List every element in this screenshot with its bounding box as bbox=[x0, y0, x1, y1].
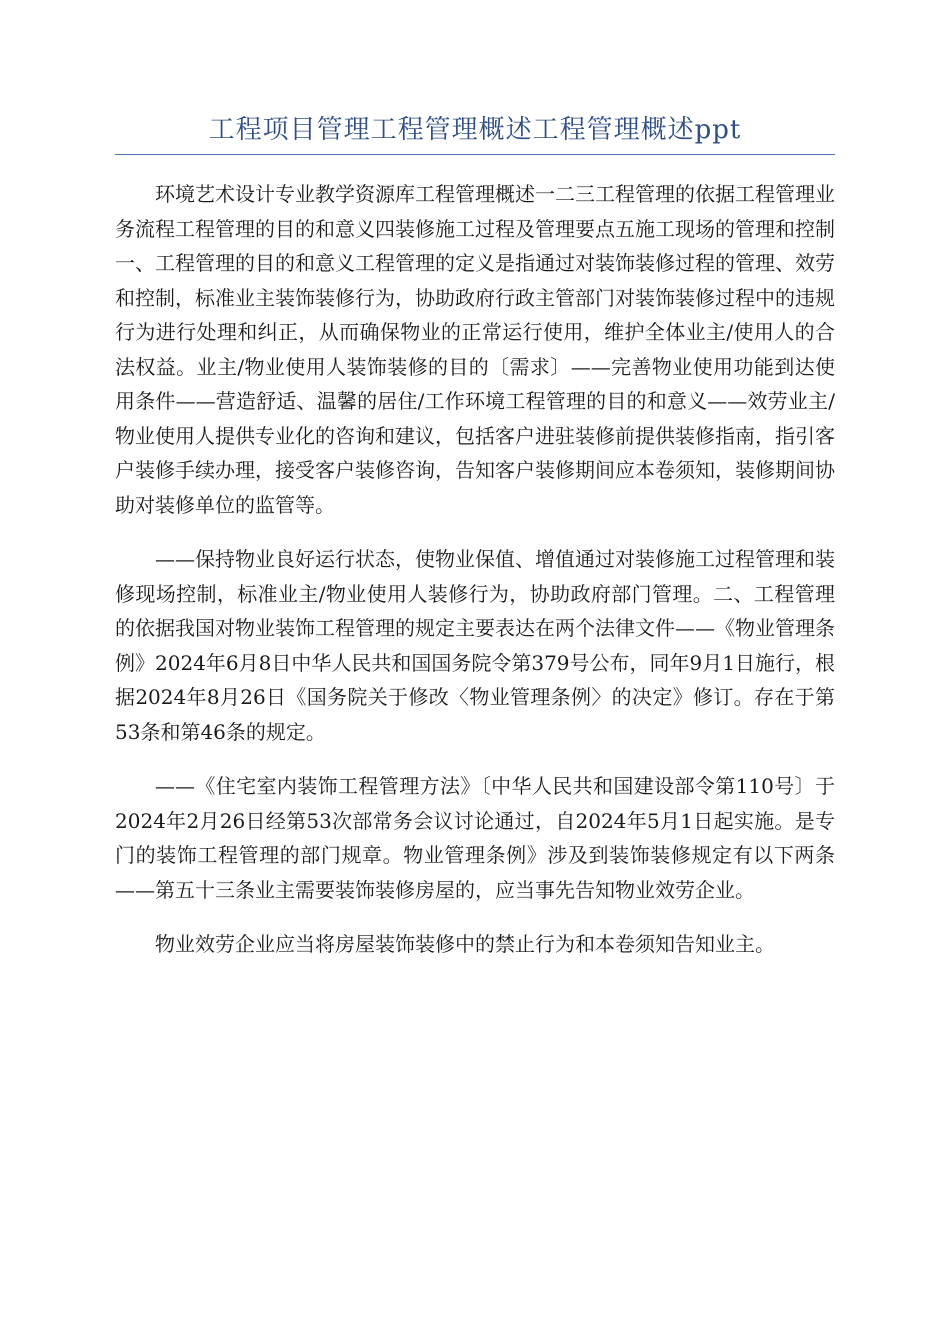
document-body bbox=[115, 177, 835, 962]
document-page bbox=[115, 112, 835, 982]
paragraph-1: 环境艺术设计专业教学资源库工程管理概述一二三工程管理的依据工程管理业务流程工程管理的目的和意义四装修施工过程及管理要点五施工现场的管理和控制一、工程管理的目的和意义工程管理的定义是指通过对装饰装修过程的管理、效劳和控制，标准业主装饰装修行为，协助政府行政主管部门对装饰装修过程中的违规行为进行处理和纠正，从而确保物业的正常运行使用，维护全体业主/使用人的合法权益。业主/物业使用人装饰装修的目的〔需求〕——完善物业使用功能到达使用条件——营造舒适、温馨的居住/工作环境工程管理的目的和意义——效劳业主/物业使用人提供专业化的咨询和建议，包括客户进驻装修前提供装修指南，指引客户装修手续办理，接受客户装修咨询，告知客户装修期间应本卷须知，装修期间协助对装修单位的监管等。 bbox=[115, 182, 835, 517]
paragraph-3: ——《住宅室内装饰工程管理方法》〔中华人民共和国建设部令第110号〕于2024年2月26日经第53次部常务会议讨论通过，自2024年5月1日起实施。是专门的装饰工程管理的部门规章。物业管理条例》涉及到装饰装修规定有以下两条——第五十三条业主需要装饰装修房屋的，应当事先告知物业效劳企业。 bbox=[115, 774, 835, 902]
paragraph-4: 物业效劳企业应当将房屋装饰装修中的禁止行为和本卷须知告知业主。 bbox=[155, 932, 775, 957]
paragraph-2: ——保持物业良好运行状态，使物业保值、增值通过对装修施工过程管理和装修现场控制，标准业主/物业使用人装修行为，协助政府部门管理。二、工程管理的依据我国对物业装饰工程管理的规定主要表达在两个法律文件——《物业管理条例》2024年6月8日中华人民共和国国务院令第379号公布，同年9月1日施行，根据2024年8月26日《国务院关于修改〈物业管理条例〉的决定》修订。存在于第53条和第46条的规定。 bbox=[115, 547, 835, 744]
document-title: 工程项目管理工程管理概述工程管理概述ppt bbox=[115, 112, 835, 155]
